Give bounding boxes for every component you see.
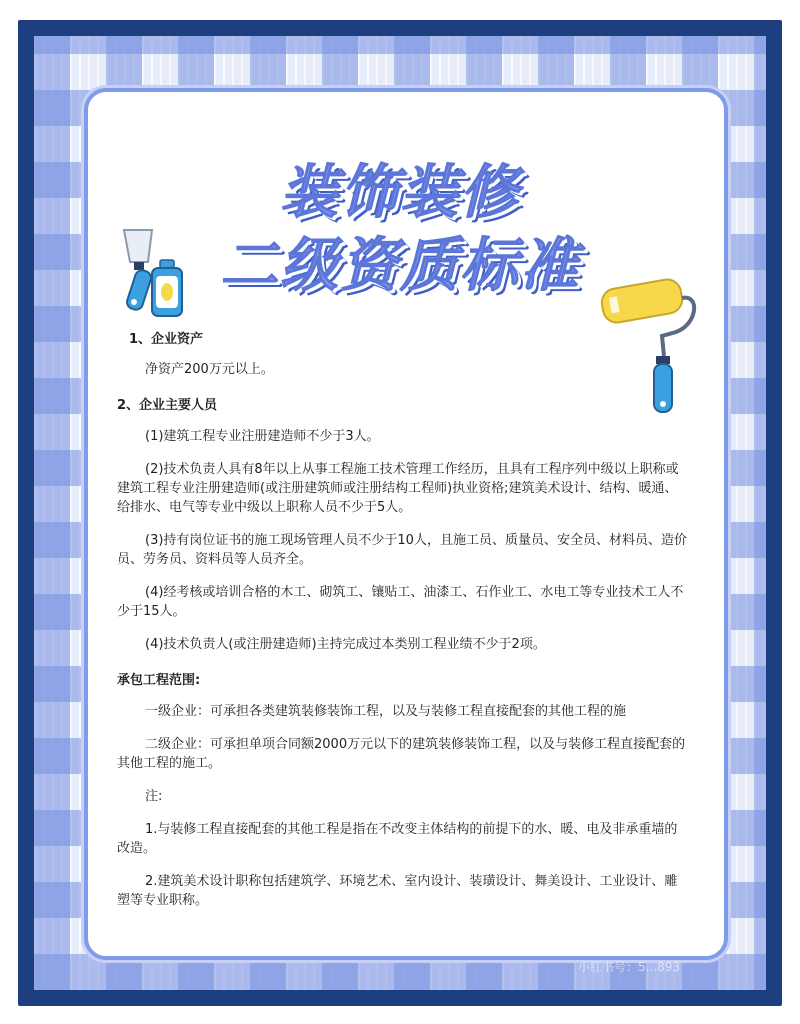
section-3-heading: 承包工程范围:	[117, 673, 201, 688]
section-1-body: 净资产200万元以上。	[145, 362, 274, 377]
watermark: 小红书号：5...893	[578, 960, 680, 974]
section-2-item: (3)持有岗位证书的施工现场管理人员不少于10人，且施工员、质量员、安全员、材料员、造价员、劳务员、资料员等人员齐全。	[117, 533, 687, 567]
note-item: 1.与装修工程直接配套的其他工程是指在不改变主体结构的前提下的水、暖、电及非承重墙的改造。	[117, 822, 678, 856]
document-body	[117, 330, 687, 910]
section-2-item: (4)技术负责人(或注册建造师)主持完成过本类别工程业绩不少于2项。	[145, 637, 546, 652]
section-2-item: (4)经考核或培训合格的木工、砌筑工、镶贴工、油漆工、石作业工、水电工等专业技术工人不少于15人。	[117, 585, 684, 619]
title-line-2: 二级资质标准	[219, 231, 580, 299]
section-1-heading: 1、企业资产	[129, 332, 204, 347]
section-3-item: 二级企业：可承担单项合同额2000万元以下的建筑装修装饰工程，以及与装修工程直接配套的其他工程的施工。	[117, 737, 686, 771]
section-2-item: (2)技术负责人具有8年以上从事工程施工技术管理工作经历，且具有工程序列中级以上职称或建筑工程专业注册建造师(或注册建筑师或注册结构工程师)执业资格;建筑美术设计、结构、暖通、给排水、电气等专业中级以上职称人员不少于5人。	[117, 462, 679, 515]
note-label: 注:	[145, 789, 163, 804]
note-item: 2.建筑美术设计职称包括建筑学、环境艺术、室内设计、装璜设计、舞美设计、工业设计、雕塑等专业职称。	[117, 874, 678, 908]
title-line-1: 装饰装修	[279, 158, 520, 226]
paint-tube-icon	[146, 258, 188, 320]
section-3-item: 一级企业：可承担各类建筑装修装饰工程，以及与装修工程直接配套的其他工程的施	[145, 704, 627, 719]
section-2-item: (1)建筑工程专业注册建造师不少于3人。	[145, 429, 380, 444]
section-2-heading: 2、企业主要人员	[117, 398, 218, 413]
